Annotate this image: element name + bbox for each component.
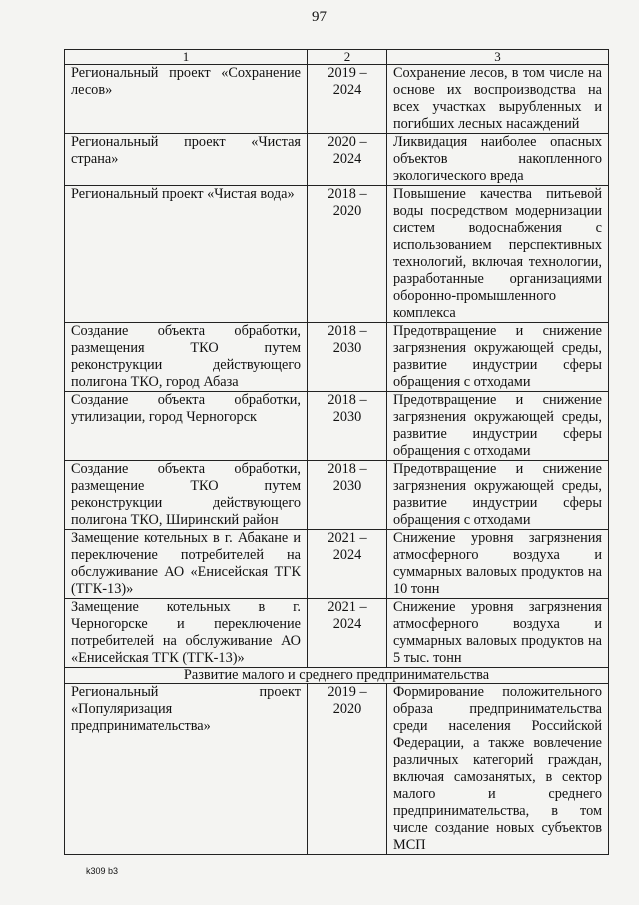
footer-code: k309 b3 xyxy=(86,866,119,876)
period-year: 2021 – xyxy=(327,530,367,546)
expected-result-cell: Предотвращение и снижение загрязнения окружающей среды, развитие индустрии сферы обращения с отходами xyxy=(387,461,609,530)
period-year: 2024 xyxy=(332,82,362,98)
period-year: 2018 – xyxy=(327,392,367,408)
project-name-cell: Региональный проект «Чистая вода» xyxy=(65,186,308,323)
period-year: 2020 xyxy=(332,701,362,717)
project-name-cell: Создание объекта обработки, размещения ТКО путем реконструкции действующего полигона ТКО, город Абаза xyxy=(65,323,308,392)
period-year: 2018 – xyxy=(327,461,367,477)
period-year: 2020 – xyxy=(327,134,367,150)
period-year: 2019 – xyxy=(327,65,367,81)
period-cell xyxy=(308,186,387,323)
table-body-business xyxy=(65,684,609,855)
column-header: 1 xyxy=(65,50,308,65)
table-row xyxy=(65,392,609,461)
period-cell xyxy=(308,392,387,461)
period-year: 2030 xyxy=(332,409,362,425)
period-cell xyxy=(308,461,387,530)
period-year: 2019 – xyxy=(327,684,367,700)
measures-table xyxy=(64,49,609,855)
project-name-cell: Региональный проект «Сохранение лесов» xyxy=(65,65,308,134)
period-cell xyxy=(308,684,387,855)
expected-result-cell: Формирование положительного образа предпринимательства среди населения Российской Федерации, а также вовлечение различных категорий граждан, включая самозанятых, в сектор малого и среднего предпринимательства, в том числе создание новых субъектов МСП xyxy=(387,684,609,855)
table-row xyxy=(65,684,609,855)
expected-result-cell: Ликвидация наиболее опасных объектов накопленного экологического вреда xyxy=(387,134,609,186)
section-title: Развитие малого и среднего предпринимательства xyxy=(65,668,609,684)
period-cell xyxy=(308,599,387,668)
project-name-cell: Создание объекта обработки, утилизации, город Черногорск xyxy=(65,392,308,461)
project-name-cell: Региональный проект «Чистая страна» xyxy=(65,134,308,186)
period-year: 2018 – xyxy=(327,323,367,339)
table-header-row xyxy=(65,50,609,65)
period-cell xyxy=(308,323,387,392)
expected-result-cell: Предотвращение и снижение загрязнения окружающей среды, развитие индустрии сферы обращения с отходами xyxy=(387,392,609,461)
period-year: 2024 xyxy=(332,547,362,563)
expected-result-cell: Снижение уровня загрязнения атмосферного воздуха и суммарных валовых продуктов на 10 тонн xyxy=(387,530,609,599)
table-row xyxy=(65,65,609,134)
expected-result-cell: Повышение качества питьевой воды посредством модернизации систем водоснабжения с использованием перспективных технологий, включая технологии, разработанные организациями оборонно-промышленного комплекса xyxy=(387,186,609,323)
period-year: 2018 – xyxy=(327,186,367,202)
column-header: 2 xyxy=(308,50,387,65)
period-cell xyxy=(308,65,387,134)
expected-result-cell: Предотвращение и снижение загрязнения окружающей среды, развитие индустрии сферы обращения с отходами xyxy=(387,323,609,392)
period-cell xyxy=(308,134,387,186)
expected-result-cell: Снижение уровня загрязнения атмосферного воздуха и суммарных валовых продуктов на 5 тыс. тонн xyxy=(387,599,609,668)
period-cell xyxy=(308,530,387,599)
project-name-cell: Замещение котельных в г. Черногорске и переключение потребителей на обслуживание АО «Енисейская ТГК (ТГК-13)» xyxy=(65,599,308,668)
table-row xyxy=(65,599,609,668)
period-year: 2030 xyxy=(332,340,362,356)
table-body-environment xyxy=(65,65,609,668)
period-year: 2024 xyxy=(332,151,362,167)
project-name-cell: Замещение котельных в г. Абакане и переключение потребителей на обслуживание АО «Енисейская ТГК (ТГК-13)» xyxy=(65,530,308,599)
column-header: 3 xyxy=(387,50,609,65)
period-year: 2021 – xyxy=(327,599,367,615)
table-row xyxy=(65,461,609,530)
period-year: 2020 xyxy=(332,203,362,219)
table-row xyxy=(65,186,609,323)
table-row xyxy=(65,323,609,392)
table-row xyxy=(65,530,609,599)
expected-result-cell: Сохранение лесов, в том числе на основе их воспроизводства на всех участках вырубленных и погибших лесных насаждений xyxy=(387,65,609,134)
section-row xyxy=(65,668,609,684)
period-year: 2024 xyxy=(332,616,362,632)
project-name-cell: Создание объекта обработки, размещение ТКО путем реконструкции действующего полигона ТКО, Ширинский район xyxy=(65,461,308,530)
period-year: 2030 xyxy=(332,478,362,494)
page-number: 97 xyxy=(312,9,327,25)
project-name-cell: Региональный проект «Популяризация предпринимательства» xyxy=(65,684,308,855)
table-row xyxy=(65,134,609,186)
